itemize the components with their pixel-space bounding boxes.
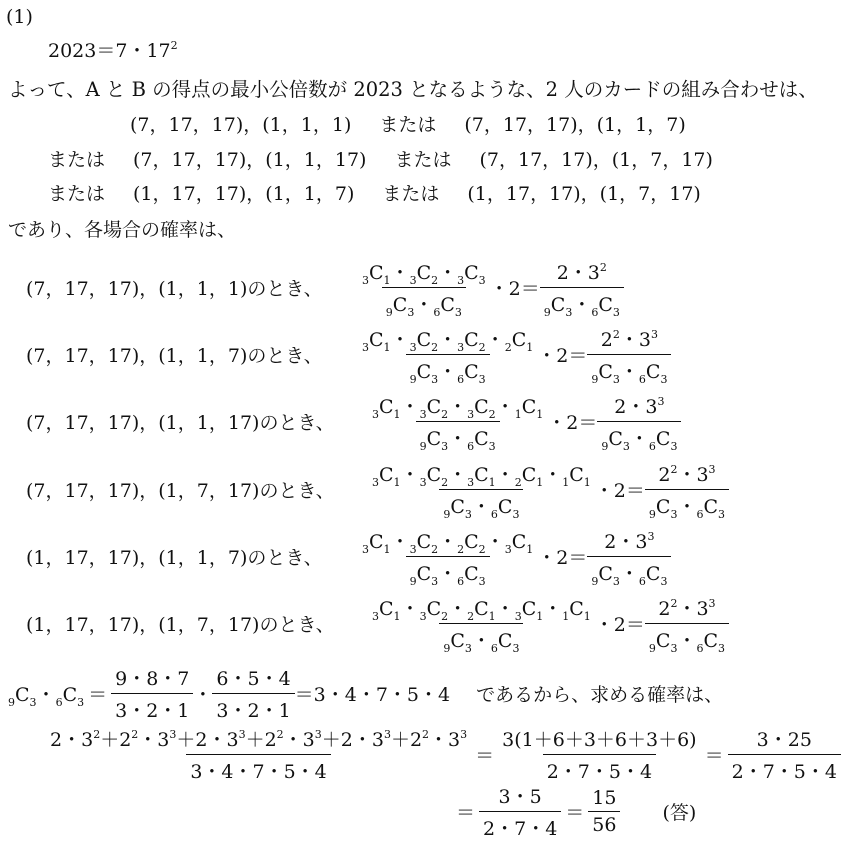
case-row	[26, 527, 671, 586]
combo-or-word: または	[48, 149, 106, 171]
case-row	[26, 594, 729, 653]
case-label: (7，17，17)，(1，1，7)のとき、	[26, 345, 323, 367]
final-simplified-fraction: $\frac{3・25}{2・7・5・4}$	[728, 725, 841, 784]
case-row	[26, 258, 624, 317]
case-row	[26, 460, 729, 519]
problem-number: (1)	[6, 6, 33, 28]
denominator-combination: $_9C_3$・$_6C_3$	[8, 684, 85, 709]
combo-1a: (7，17，17)，(1，1，1)	[130, 114, 352, 136]
times-two-equals: ・2＝	[537, 547, 588, 569]
times-two-equals: ・2＝	[594, 480, 645, 502]
factorization-line	[48, 40, 178, 63]
times-two-equals: ・2＝	[489, 278, 540, 300]
final-sum-denominator: 3・4・7・5・4	[186, 754, 330, 784]
combo-2a: (7，17，17)，(1，1，17)	[133, 149, 367, 171]
denominator-result: ＝3・4・7・5・4	[294, 684, 451, 706]
times-two-equals: ・2＝	[547, 412, 598, 434]
case-result-fraction: $\frac{2・3^2}{_9C_3・_6C_3}$	[540, 258, 624, 317]
denominator-calc-line: $_9C_3$・$_6C_3$ ＝ $\frac{9・8・7}{3・2・1}$ ・ $\frac{6・5・4}{3・2・1}$ ＝3・4・7・5・4 であるから、求める確率は、	[8, 664, 723, 723]
final-answer-fraction: $\frac{15}{56}$	[588, 787, 620, 836]
fraction-654: $\frac{6・5・4}{3・2・1}$	[212, 664, 294, 723]
case-row	[26, 325, 671, 384]
combo-line-1	[130, 114, 686, 137]
final-sum-fraction	[46, 725, 471, 784]
final-sum-numerator: 2・$3^2+2^2$・$3^3+2$・$3^3+2^2$・$3^3+2$・$3^3+2^2$・$3^3$	[50, 728, 468, 751]
factorization-eq: ＝	[96, 40, 116, 62]
case-label: (7，17，17)，(1，1，17)のとき、	[26, 412, 335, 434]
case-result-fraction: $\frac{2・3^3}{_9C_3・_6C_3}$	[587, 527, 671, 586]
case-label: (7，17，17)，(1，1，1)のとき、	[26, 278, 323, 300]
final-line-2: ＝ $\frac{3・5}{2・7・4}$ ＝ $\frac{15}{56}$ (答)	[452, 782, 696, 841]
case-probability-fraction: $\frac{_3C_1・_3C_2・_3C_1・_2C_1・_1C_1}{_9C_3・_6C_3}$	[372, 464, 591, 521]
case-result-fraction: $\frac{2^2・3^3}{_9C_3・_6C_3}$	[645, 460, 729, 519]
combo-1b: (7，17，17)，(1，1，7)	[464, 114, 686, 136]
combo-or-word: または	[48, 183, 106, 205]
combo-or-word: または	[382, 183, 440, 205]
combo-2b: (7，17，17)，(1，7，17)	[479, 149, 713, 171]
probability-intro: であり、各場合の確率は、	[8, 219, 237, 241]
case-label: (7，17，17)，(1，7，17)のとき、	[26, 480, 335, 502]
combo-3a: (1，17，17)，(1，1，7)	[133, 183, 355, 205]
combo-3b: (1，17，17)，(1，7，17)	[467, 183, 701, 205]
case-probability-fraction: $\frac{_3C_1・_3C_2・_3C_2・_1C_1}{_9C_3・_6C_3}$	[372, 396, 544, 453]
final-line-1: $\frac{2・3^2+2^2・3^3+2・3^3+2^2・3^3+2・3^3+2^2・3^3}{3・4・7・5・4}$ ＝ $\frac{3(1+6+3+6+3+6)}{2・7・5・4}$ ＝ $\frac{3・25}{2・7・5・4}$	[46, 725, 841, 784]
combo-line-2	[48, 149, 713, 172]
case-probability-fraction: $\frac{_3C_1・_3C_2・_2C_1・_3C_1・_1C_1}{_9C_3・_6C_3}$	[372, 598, 591, 655]
times-two-equals: ・2＝	[537, 345, 588, 367]
case-probability-fraction: $\frac{_3C_1・_3C_2・_2C_2・_3C_1}{_9C_3・_6C_3}$	[362, 531, 534, 588]
case-result-fraction: $\frac{2・3^3}{_9C_3・_6C_3}$	[597, 392, 681, 451]
combo-line-3	[48, 183, 701, 206]
denominator-text: であるから、求める確率は、	[476, 684, 724, 706]
factorization-lhs: 2023	[48, 40, 97, 62]
case-result-fraction: $\frac{2^2・3^3}{_9C_3・_6C_3}$	[645, 594, 729, 653]
combo-or-word: または	[394, 149, 452, 171]
answer-mark: (答)	[662, 802, 697, 824]
case-probability-fraction: $\frac{_3C_1・_3C_2・_3C_2・_2C_1}{_9C_3・_6C_3}$	[362, 329, 534, 386]
final-reduced-fraction: $\frac{3・5}{2・7・4}$	[479, 782, 561, 841]
times-two-equals: ・2＝	[594, 614, 645, 636]
final-factored-fraction: $\frac{3(1+6+3+6+3+6)}{2・7・5・4}$	[502, 729, 697, 783]
case-probability-fraction: $\frac{_3C_1・_3C_2・_3C_3}{_9C_3・_6C_3}$	[362, 262, 486, 319]
factorization-rhs: 7・17	[115, 40, 171, 62]
fraction-987: $\frac{9・8・7}{3・2・1}$	[111, 664, 193, 723]
case-row	[26, 392, 681, 451]
combo-or-word: または	[379, 114, 437, 136]
case-label: (1，17，17)，(1，1，7)のとき、	[26, 547, 323, 569]
intro-text: よって、A と B の得点の最小公倍数が 2023 となるような、2 人のカードの組み合わせは、	[8, 78, 818, 101]
case-label: (1，17，17)，(1，7，17)のとき、	[26, 614, 335, 636]
factorization-exponent: 2	[170, 39, 178, 52]
case-result-fraction: $\frac{2^2・3^3}{_9C_3・_6C_3}$	[587, 325, 671, 384]
